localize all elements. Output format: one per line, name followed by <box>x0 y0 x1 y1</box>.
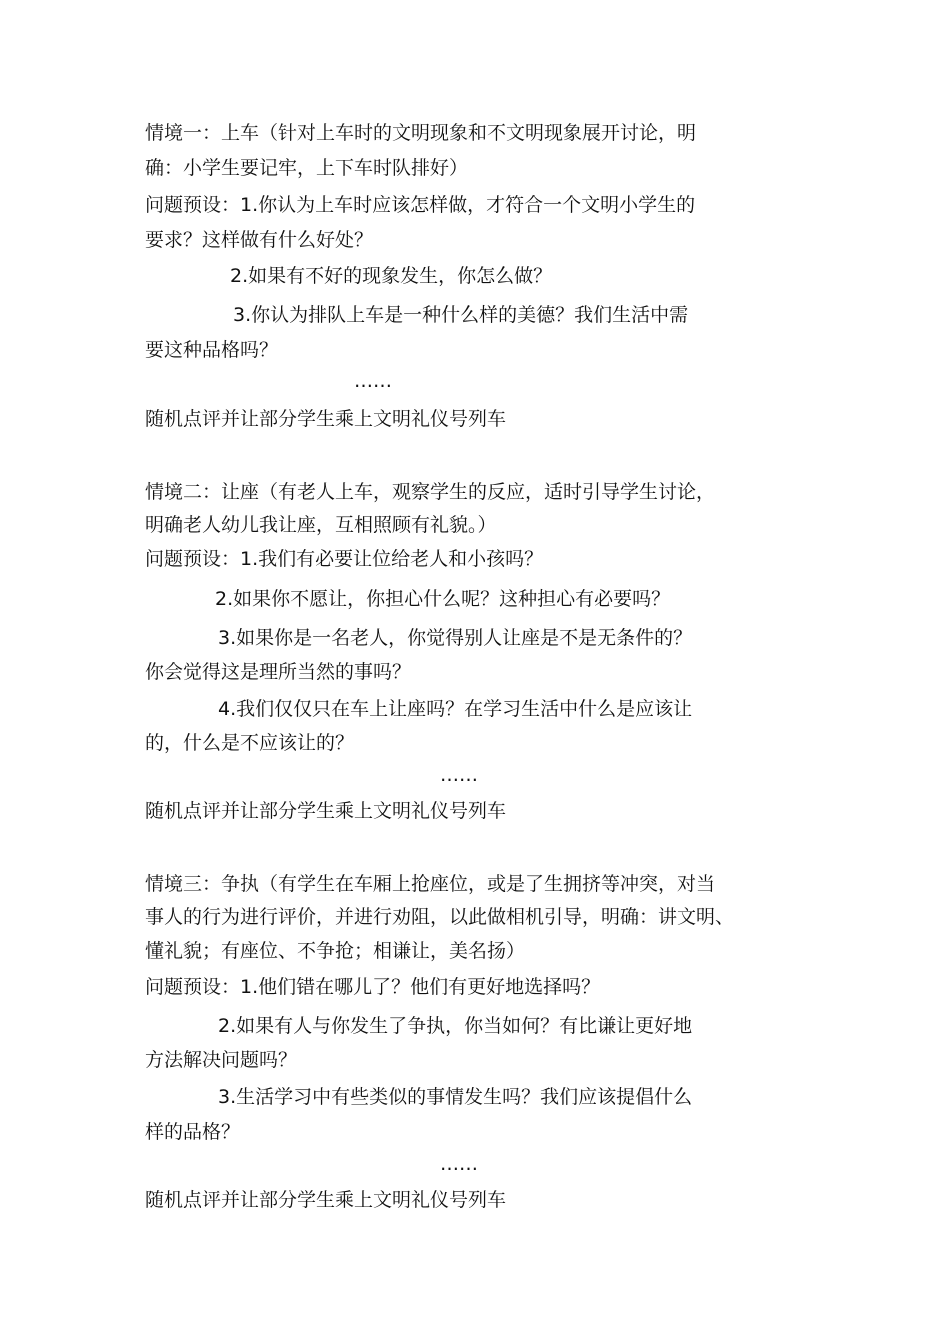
scenario-1-closing: 随机点评并让部分学生乘上文明礼仪号列车 <box>145 408 507 430</box>
scenario-2-question-3-line-1: 3.如果你是一名老人，你觉得别人让座是不是无条件的？ <box>218 627 693 649</box>
scenario-1-ellipsis: …… <box>354 370 392 392</box>
scenario-2-question-4-line-1: 4.我们仅仅只在车上让座吗？在学习生活中什么是应该让 <box>218 698 693 720</box>
scenario-3-title-line-1: 情境三：争执（有学生在车厢上抢座位，或是了生拥挤等冲突，对当 <box>145 873 716 895</box>
scenario-3-question-2-line-2: 方法解决问题吗？ <box>145 1049 298 1071</box>
scenario-1-question-3-line-2: 要这种品格吗？ <box>145 339 279 361</box>
scenario-2-question-3-line-2: 你会觉得这是理所当然的事吗？ <box>145 661 412 683</box>
scenario-3-title-line-2: 事人的行为进行评价，并进行劝阻，以此做相机引导，明确：讲文明、 <box>145 906 735 928</box>
scenario-2-closing: 随机点评并让部分学生乘上文明礼仪号列车 <box>145 800 507 822</box>
scenario-3-question-2-line-1: 2.如果有人与你发生了争执，你当如何？有比谦让更好地 <box>218 1015 693 1037</box>
scenario-3-closing: 随机点评并让部分学生乘上文明礼仪号列车 <box>145 1189 507 1211</box>
scenario-2-title-line-2: 明确老人幼儿我让座，互相照顾有礼貌。） <box>145 514 497 536</box>
scenario-3-question-3-line-2: 样的品格？ <box>145 1121 241 1143</box>
scenario-1-title-line-2: 确：小学生要记牢，上下车时队排好） <box>145 157 469 179</box>
scenario-3-question-1: 问题预设：1.他们错在哪儿了？他们有更好地选择吗？ <box>145 976 601 998</box>
scenario-1-question-1-line-2: 要求？这样做有什么好处？ <box>145 229 374 251</box>
scenario-3-ellipsis: …… <box>440 1153 478 1175</box>
scenario-2-question-1: 问题预设：1.我们有必要让位给老人和小孩吗？ <box>145 548 544 570</box>
scenario-2-ellipsis: …… <box>440 764 478 786</box>
scenario-3-title-line-3: 懂礼貌；有座位、不争抢；相谦让，美名扬） <box>145 940 526 962</box>
scenario-1-title-line-1: 情境一：上车（针对上车时的文明现象和不文明现象展开讨论，明 <box>145 122 697 144</box>
scenario-2-question-4-line-2: 的，什么是不应该让的？ <box>145 732 355 754</box>
scenario-1-question-3-line-1: 3.你认为排队上车是一种什么样的美德？我们生活中需 <box>233 304 689 326</box>
scenario-1-question-2: 2.如果有不好的现象发生，你怎么做？ <box>230 265 553 287</box>
scenario-2-title-line-1: 情境二：让座（有老人上车，观察学生的反应，适时引导学生讨论， <box>145 481 716 503</box>
scenario-1-question-1-line-1: 问题预设：1.你认为上车时应该怎样做，才符合一个文明小学生的 <box>145 194 696 216</box>
scenario-3-question-3-line-1: 3.生活学习中有些类似的事情发生吗？我们应该提倡什么 <box>218 1086 693 1108</box>
scenario-2-question-2: 2.如果你不愿让，你担心什么呢？这种担心有必要吗？ <box>215 588 671 610</box>
